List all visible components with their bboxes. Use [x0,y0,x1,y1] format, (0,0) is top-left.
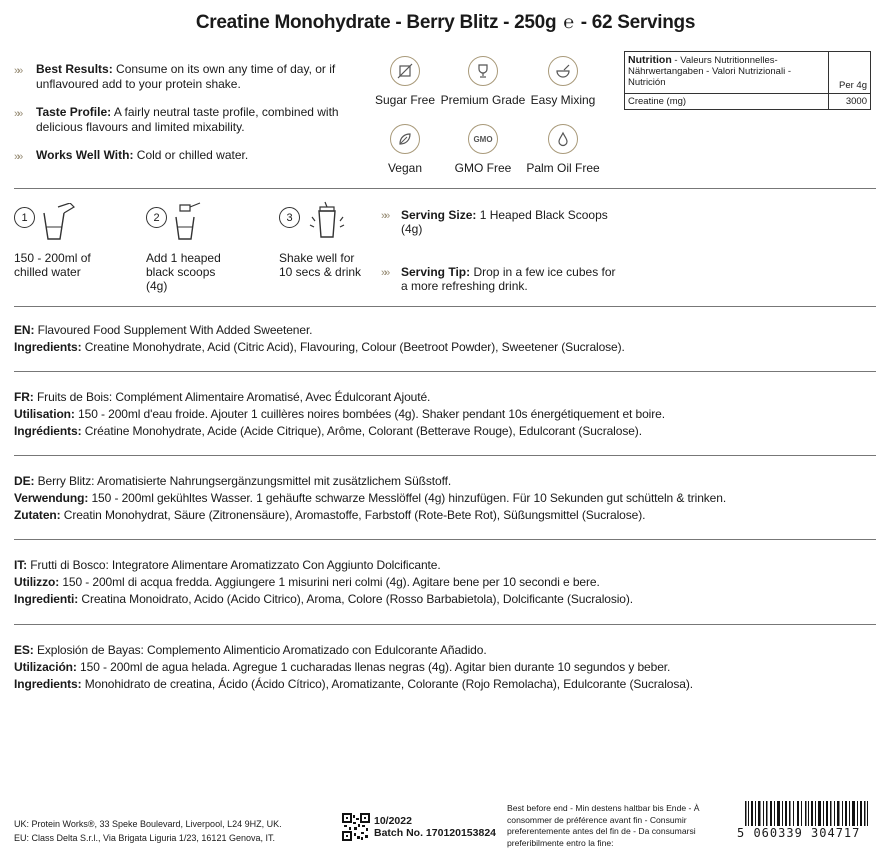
lang-line-label: Ingredients: [14,340,82,354]
step-number: 2 [146,207,167,228]
feature-premium-grade [438,56,528,107]
nutrition-subtitle: - Valeurs Nutritionnelles- Nährwertangaben - Valori Nutrizionali - Nutrición [628,55,791,88]
double-chevron-icon: »» [14,151,21,163]
bullet-label: Best Results: [36,62,113,76]
lang-line-label: Utilisation: [14,407,75,421]
step-number: 3 [279,207,300,228]
nutrition-row-label: Creatine (mg) [625,94,829,110]
divider [14,539,876,540]
lang-line [14,574,876,591]
eu-address: EU: Class Delta S.r.l., Via Brigata Liguria 1/23, 16121 Genova, IT. [14,833,275,843]
divider [14,188,876,189]
lang-line-text: 150 - 200ml di acqua fredda. Aggiungere 1 misurini neri colmi (4g). Agitare bene per 10 secondi e bere. [62,575,600,589]
feature-gmo-free [438,124,528,175]
lang-line-text: Monohidrato de creatina, Ácido (Ácido Cítrico), Aromatizante, Colorante (Rojo Remolacha), Edulcorante (Sucralosa). [84,677,693,691]
nutrition-title: Nutrition [628,54,672,66]
lang-line-text: Creatina Monoidrato, Acido (Acido Citrico), Aroma, Colore (Rosso Barbabietola), Dolcificante (Sucralosio). [81,592,634,606]
feature-label: Sugar Free [374,93,436,107]
serving-size-text: 1 Heaped Black Scoops (4g) [401,208,608,236]
qr-code-icon [342,813,370,841]
water-glass-icon [38,203,78,243]
lang-desc-text: Frutti di Bosco: Integratore Alimentare Aromatizzato Con Aggiunto Dolcificante. [30,558,441,572]
expiry-date: 10/2022 [374,815,412,827]
serving-size [381,208,621,236]
feature-label: Palm Oil Free [526,161,600,175]
divider [14,624,876,625]
lang-line-label: Utilizzo: [14,575,60,589]
step-text: 150 - 200ml of chilled water [14,251,91,279]
feature-vegan [360,124,450,175]
lang-line-label: Verwendung: [14,491,89,505]
lang-code: IT: [14,558,28,572]
lang-line [14,507,876,524]
double-chevron-icon: »» [14,65,21,77]
uk-address: UK: Protein Works®, 33 Speke Boulevard, Liverpool, L24 9HZ, UK. [14,819,282,829]
lang-description [14,642,876,659]
language-block-de [14,473,876,524]
step-number: 1 [14,207,35,228]
lang-line-label: Utilización: [14,660,77,674]
gmo-icon: GMO [468,124,498,154]
lang-line-label: Ingredients: [14,677,82,691]
language-block-fr [14,389,876,440]
bullet-taste-profile [14,105,364,135]
nutrition-header-row [625,52,871,94]
bullet-text: A fairly neutral taste profile, combined with delicious flavours and limited mixability. [36,105,339,134]
lang-description [14,557,876,574]
scoop-glass-icon [172,201,212,243]
bullet-label: Works Well With: [36,148,134,162]
lang-line-text: Creatin Monohydrat, Säure (Zitronensäure), Aromastoffe, Farbstoff (Rote-Bete Rot), Süßungsmittel (Sucralose). [63,508,646,522]
lang-description [14,322,876,339]
batch-info [374,815,496,839]
nutrition-per: Per 4g [829,52,871,94]
lang-line [14,676,876,693]
company-addresses [14,817,282,845]
lang-desc-text: Flavoured Food Supplement With Added Sweetener. [37,323,313,337]
feature-label: GMO Free [454,161,512,175]
step-2 [146,207,256,293]
lang-line-text: 150 - 200ml de agua helada. Agregue 1 cucharadas llenas negras (4g). Agitar bien durante 10 segundos y beber. [80,660,671,674]
serving-size-label: Serving Size: [401,208,477,222]
lang-line-text: Creatine Monohydrate, Acid (Citric Acid), Flavouring, Colour (Beetroot Powder), Sweetener (Sucralose). [84,340,625,354]
lang-line-label: Ingrédients: [14,424,82,438]
feature-label: Vegan [387,161,423,175]
title-main: Creatine Monohydrate - Berry Blitz - 250g [195,12,557,33]
bullet-text: Consume on its own any time of day, or if unflavoured add to your protein shake. [36,62,336,91]
lang-code: EN: [14,323,35,337]
step-1 [14,207,124,279]
barcode-number: 5 060339 304717 [737,826,877,840]
lang-line-text: 150 - 200ml d'eau froide. Ajouter 1 cuillères noires bombées (4g). Shaker pendant 10s énergétiquement et boire. [78,407,665,421]
feature-label: Easy Mixing [530,93,596,107]
step-text: Add 1 heaped black scoops (4g) [146,251,221,293]
lang-line [14,339,876,356]
divider [14,455,876,456]
feature-sugar-free [360,56,450,107]
double-chevron-icon: »» [14,108,21,120]
nutrition-table [624,51,871,110]
lang-line-text: 150 - 200ml gekühltes Wasser. 1 gehäufte schwarze Messlöffel (4g) hinzufügen. Für 10 Sekunden gut schütteln & trinken. [91,491,727,505]
step-3 [279,207,389,279]
best-before-text: Best before end - Min destens haltbar bis Ende - À consommer de préférence avant fin - Consumir preferentemente antes del fin de - Da consumarsi preferibilmente entro la fine: [507,803,700,848]
drop-icon [548,124,578,154]
page-title [0,12,891,34]
title-servings: - 62 Servings [580,12,696,33]
double-chevron-icon: »» [381,210,388,222]
lang-code: FR: [14,390,34,404]
lang-line [14,490,876,507]
lang-line-label: Zutaten: [14,508,61,522]
lang-desc-text: Fruits de Bois: Complément Alimentaire Aromatisé, Avec Édulcorant Ajouté. [36,390,431,404]
language-block-it [14,557,876,608]
mixing-bowl-icon [548,56,578,86]
double-chevron-icon: »» [381,267,388,279]
feature-palm-oil-free [518,124,608,175]
nutrition-row-value: 3000 [829,94,871,110]
lang-description [14,473,876,490]
serving-tip-label: Serving Tip: [401,265,471,279]
lang-line [14,659,876,676]
batch-number: Batch No. 170120153824 [374,827,496,839]
nutrition-row [625,94,871,110]
sugar-free-icon [390,56,420,86]
bullet-label: Taste Profile: [36,105,112,119]
lang-desc-text: Explosión de Bayas: Complemento Alimenticio Aromatizado con Edulcorante Añadido. [36,643,487,657]
lang-description [14,389,876,406]
bullet-best-results [14,62,364,92]
language-block-en [14,322,876,356]
usage-bullets [14,62,364,176]
leaf-icon [390,124,420,154]
feature-label: Premium Grade [440,93,526,107]
lang-line [14,406,876,423]
lang-code: DE: [14,474,35,488]
bullet-works-well-with [14,148,364,163]
lang-line [14,591,876,608]
shaker-icon [307,201,351,241]
divider [14,371,876,372]
step-text: Shake well for 10 secs & drink [279,251,362,279]
lang-line-label: Ingredienti: [14,592,79,606]
serving-tip [381,265,621,293]
nutrition-header [625,52,829,94]
language-block-es [14,642,876,693]
feature-easy-mixing [518,56,608,107]
lang-code: ES: [14,643,34,657]
trophy-icon [468,56,498,86]
lang-line [14,423,876,440]
estimated-sign-icon: ℮ [563,12,574,32]
bullet-text: Cold or chilled water. [136,148,249,162]
lang-line-text: Créatine Monohydrate, Acide (Acide Citrique), Arôme, Colorant (Betterave Rouge), Edulcorant (Sucralose). [84,424,642,438]
divider [14,306,876,307]
serving-tip-text: Drop in a few ice cubes for a more refreshing drink. [401,265,616,293]
lang-desc-text: Berry Blitz: Aromatisierte Nahrungsergänzungsmittel mit zusätzlichem Süßstoff. [37,474,452,488]
